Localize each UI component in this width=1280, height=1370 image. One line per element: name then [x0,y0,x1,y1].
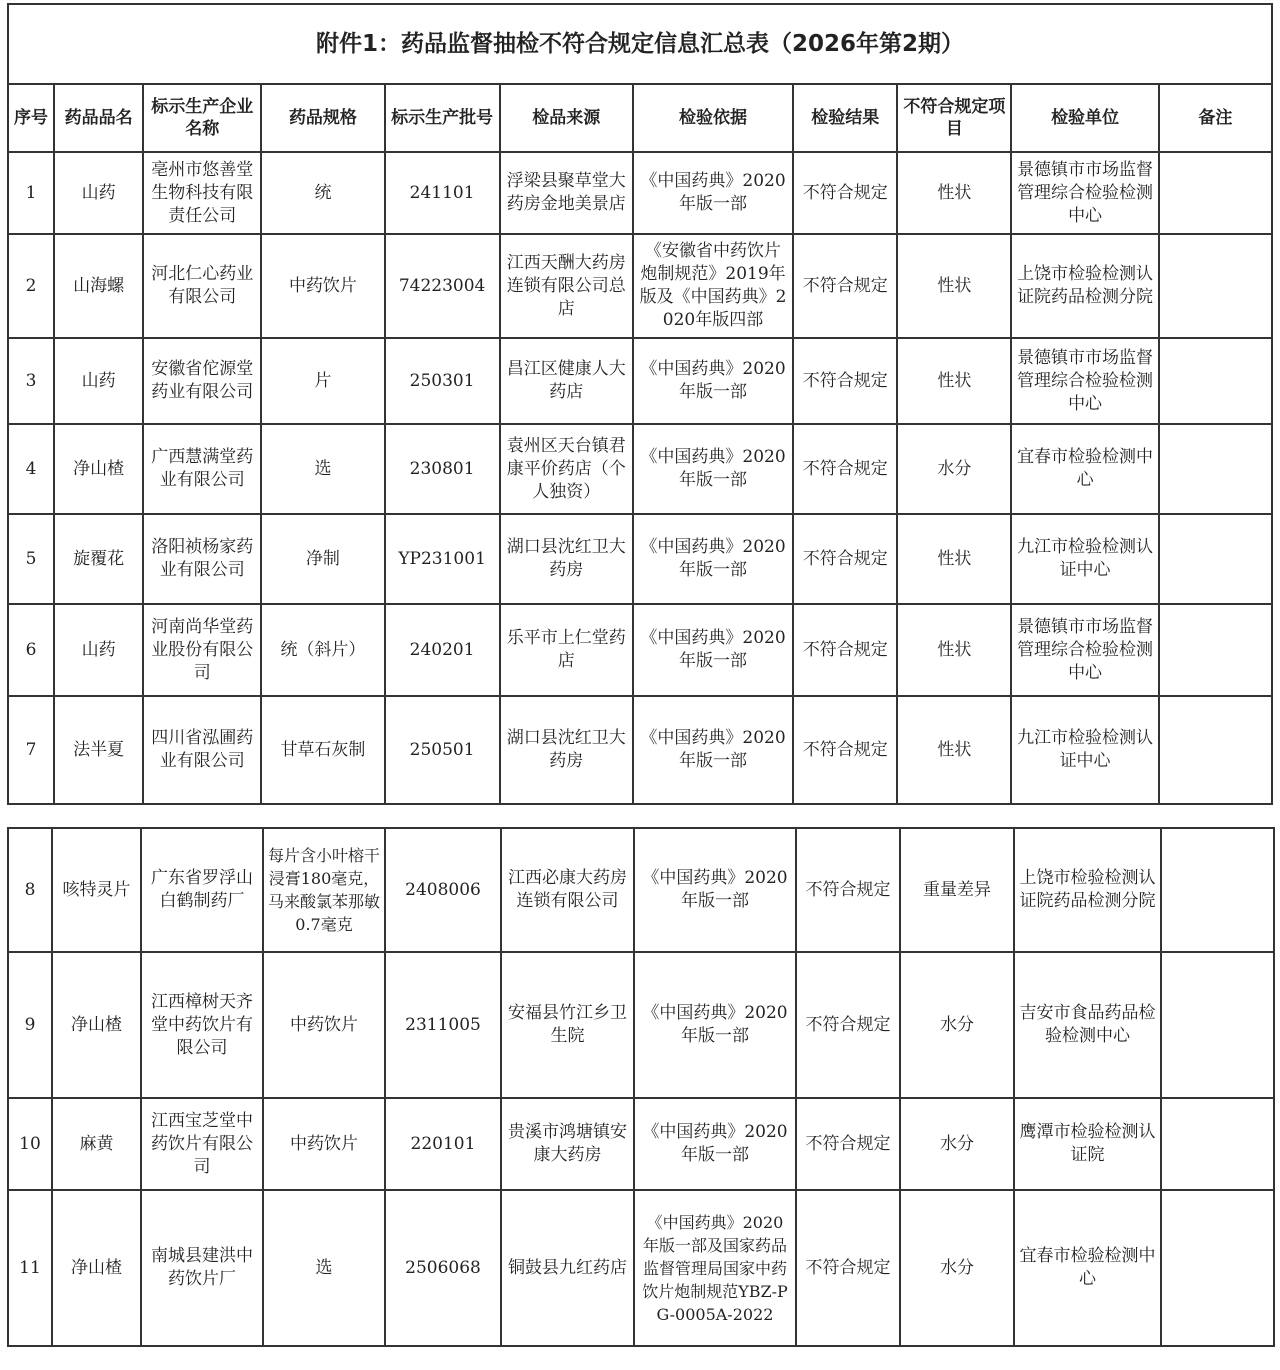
header-cell: 药品规格 [261,84,384,152]
cell: 《中国药典》2020年版一部 [633,514,793,604]
cell: 上饶市检验检测认证院药品检测分院 [1014,828,1161,952]
cell: 麻黄 [52,1098,141,1190]
cell: 《中国药典》2020年版一部 [633,152,793,234]
cell: 《安徽省中药饮片炮制规范》2019年版及《中国药典》2020年版四部 [633,234,793,338]
cell: 水分 [900,952,1014,1098]
header-cell: 标示生产批号 [385,84,500,152]
cell: 性状 [897,514,1011,604]
cell: 不符合规定 [796,828,900,952]
cell: 广西慧满堂药业有限公司 [143,424,261,514]
cell [1159,696,1272,804]
cell: 9 [8,952,52,1098]
cell: 四川省泓圃药业有限公司 [143,696,261,804]
header-cell: 序号 [8,84,54,152]
cell: 不符合规定 [793,604,897,696]
cell: 《中国药典》2020年版一部 [633,424,793,514]
cell: 241101 [385,152,500,234]
cell: 南城县建洪中药饮片厂 [141,1190,263,1346]
header-cell: 检验单位 [1011,84,1158,152]
cell [1159,514,1272,604]
cell: 江西宝芝堂中药饮片有限公司 [141,1098,263,1190]
cell: 不符合规定 [796,1098,900,1190]
cell: 性状 [897,604,1011,696]
cell: 袁州区天台镇君康平价药店（个人独资） [500,424,633,514]
cell: 《中国药典》2020年版一部 [634,952,796,1098]
cell: 甘草石灰制 [261,696,384,804]
cell: 山药 [54,604,143,696]
cell: 3 [8,338,54,424]
cell: 上饶市检验检测认证院药品检测分院 [1011,234,1158,338]
cell: 不符合规定 [793,234,897,338]
cell [1161,828,1274,952]
cell: 净制 [261,514,384,604]
cell [1161,1190,1274,1346]
cell [1159,604,1272,696]
table-row [8,696,1272,804]
header-cell: 检验依据 [633,84,793,152]
cell: 河北仁心药业有限公司 [143,234,261,338]
cell: 4 [8,424,54,514]
cell [1159,424,1272,514]
cell: 性状 [897,338,1011,424]
cell: 浮梁县聚草堂大药房金地美景店 [500,152,633,234]
cell: 九江市检验检测认证中心 [1011,514,1158,604]
cell: 水分 [900,1098,1014,1190]
summary-table-page2 [7,827,1275,1347]
table-row [8,424,1272,514]
cell: 重量差异 [900,828,1014,952]
cell: 《中国药典》2020年版一部 [633,604,793,696]
cell: 江西必康大药房连锁有限公司 [501,828,634,952]
table-row [8,514,1272,604]
cell [1159,234,1272,338]
cell: 选 [263,1190,385,1346]
title-row [8,4,1272,84]
cell: 性状 [897,234,1011,338]
cell: 水分 [897,424,1011,514]
cell: 不符合规定 [796,952,900,1098]
cell [1159,152,1272,234]
table-row [8,338,1272,424]
cell: 6 [8,604,54,696]
summary-table-page1 [7,3,1273,805]
cell: 片 [261,338,384,424]
cell: 湖口县沈红卫大药房 [500,696,633,804]
table-row [8,828,1274,952]
cell: 安徽省佗源堂药业有限公司 [143,338,261,424]
cell: 《中国药典》2020年版一部 [634,828,796,952]
cell: 山药 [54,338,143,424]
cell: 安福县竹江乡卫生院 [501,952,634,1098]
cell [1159,338,1272,424]
cell: 《中国药典》2020年版一部 [633,696,793,804]
cell: 湖口县沈红卫大药房 [500,514,633,604]
header-cell: 检品来源 [500,84,633,152]
cell: 景德镇市市场监督管理综合检验检测中心 [1011,152,1158,234]
cell: 250301 [385,338,500,424]
cell: 广东省罗浮山白鹤制药厂 [141,828,263,952]
table-row [8,152,1272,234]
header-cell: 药品品名 [54,84,143,152]
table-row [8,604,1272,696]
header-row [8,84,1272,152]
cell: 乐平市上仁堂药店 [500,604,633,696]
cell: 不符合规定 [796,1190,900,1346]
cell: 鹰潭市检验检测认证院 [1014,1098,1161,1190]
cell: 中药饮片 [263,1098,385,1190]
cell: 景德镇市市场监督管理综合检验检测中心 [1011,604,1158,696]
cell: 2506068 [385,1190,501,1346]
cell: 《中国药典》2020年版一部及国家药品监督管理局国家中药饮片炮制规范YBZ-PG-0005A-2022 [634,1190,796,1346]
cell: 不符合规定 [793,152,897,234]
header-cell: 备注 [1159,84,1272,152]
cell: 220101 [385,1098,501,1190]
cell: 2311005 [385,952,501,1098]
cell: 法半夏 [54,696,143,804]
cell: 2408006 [385,828,501,952]
cell: 江西天酬大药房连锁有限公司总店 [500,234,633,338]
cell: 不符合规定 [793,338,897,424]
cell: 统（斜片） [261,604,384,696]
cell: 净山楂 [52,952,141,1098]
cell: 11 [8,1190,52,1346]
cell: 10 [8,1098,52,1190]
cell: 选 [261,424,384,514]
cell: 性状 [897,152,1011,234]
cell: 亳州市悠善堂生物科技有限责任公司 [143,152,261,234]
cell: 统 [261,152,384,234]
cell: 不符合规定 [793,696,897,804]
cell: 不符合规定 [793,424,897,514]
cell: 240201 [385,604,500,696]
cell: 5 [8,514,54,604]
cell: 净山楂 [54,424,143,514]
cell: 1 [8,152,54,234]
cell: 景德镇市市场监督管理综合检验检测中心 [1011,338,1158,424]
cell: 性状 [897,696,1011,804]
cell: 净山楂 [52,1190,141,1346]
cell: 江西樟树天齐堂中药饮片有限公司 [141,952,263,1098]
header-cell: 标示生产企业名称 [143,84,261,152]
header-cell: 不符合规定项目 [897,84,1011,152]
table-title: 附件1：药品监督抽检不符合规定信息汇总表（2026年第2期） [8,4,1272,84]
cell: 宜春市检验检测中心 [1014,1190,1161,1346]
table-row [8,1190,1274,1346]
cell: 250501 [385,696,500,804]
cell: YP231001 [385,514,500,604]
cell: 《中国药典》2020年版一部 [633,338,793,424]
cell: 7 [8,696,54,804]
cell: 宜春市检验检测中心 [1011,424,1158,514]
cell: 74223004 [385,234,500,338]
cell: 不符合规定 [793,514,897,604]
cell: 山药 [54,152,143,234]
header-cell: 检验结果 [793,84,897,152]
cell: 昌江区健康人大药店 [500,338,633,424]
cell: 每片含小叶榕干浸膏180毫克，马来酸氯苯那敏0.7毫克 [263,828,385,952]
cell: 铜鼓县九红药店 [501,1190,634,1346]
table-row [8,952,1274,1098]
cell: 山海螺 [54,234,143,338]
cell: 九江市检验检测认证中心 [1011,696,1158,804]
cell: 吉安市食品药品检验检测中心 [1014,952,1161,1098]
cell: 中药饮片 [261,234,384,338]
cell: 中药饮片 [263,952,385,1098]
cell: 咳特灵片 [52,828,141,952]
table-row [8,234,1272,338]
table-row [8,1098,1274,1190]
cell: 水分 [900,1190,1014,1346]
cell: 230801 [385,424,500,514]
cell [1161,952,1274,1098]
cell [1161,1098,1274,1190]
cell: 8 [8,828,52,952]
cell: 贵溪市鸿塘镇安康大药房 [501,1098,634,1190]
cell: 2 [8,234,54,338]
cell: 洛阳祯杨家药业有限公司 [143,514,261,604]
cell: 河南尚华堂药业股份有限公司 [143,604,261,696]
cell: 旋覆花 [54,514,143,604]
cell: 《中国药典》2020年版一部 [634,1098,796,1190]
